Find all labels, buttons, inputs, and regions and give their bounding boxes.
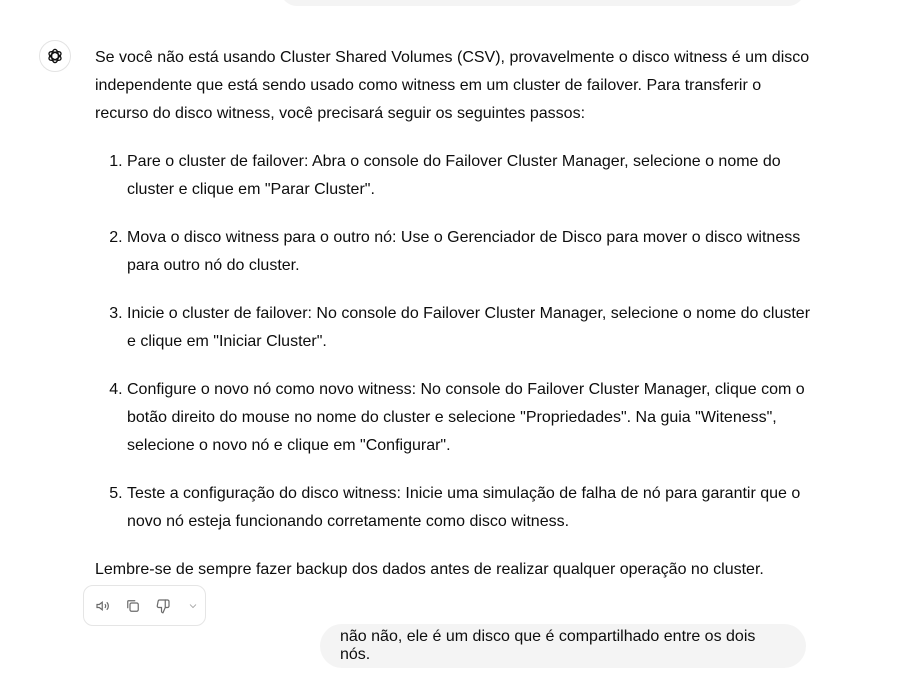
message-actions-bar <box>83 585 206 626</box>
more-actions-button[interactable] <box>183 596 203 616</box>
thumbs-down-icon <box>154 597 172 615</box>
copy-button[interactable] <box>123 596 143 616</box>
steps-list <box>95 148 815 536</box>
user-message-text: não não, ele é um disco que é compartilhado entre os dois nós. <box>340 628 756 663</box>
assistant-intro: Se você não está usando Cluster Shared Volumes (CSV), provavelmente o disco witness é um disco independente que está sendo usado como witness em um cluster de failover. Para transferir o recurso do disco witness, você precisará seguir os seguintes passos: <box>95 49 810 122</box>
copy-icon <box>124 597 142 615</box>
chevron-down-icon <box>187 600 199 612</box>
list-item: 3. Inicie o cluster de failover: No console do Failover Cluster Manager, selecione o nome do cluster e clique em "Iniciar Cluster". <box>127 300 815 356</box>
speaker-icon <box>94 597 112 615</box>
read-aloud-button[interactable] <box>93 596 113 616</box>
bad-response-button[interactable] <box>153 596 173 616</box>
list-item: 5. Teste a configuração do disco witness: Inicie uma simulação de falha de nó para garantir que o novo nó esteja funcionando corretamente como disco witness. <box>127 480 815 536</box>
openai-logo-icon <box>45 46 65 66</box>
assistant-avatar <box>39 40 71 72</box>
previous-user-message-bubble <box>280 0 805 6</box>
list-item: 4. Configure o novo nó como novo witness: No console do Failover Cluster Manager, clique com o botão direito do mouse no nome do cluster e selecione "Propriedades". Na guia "Witeness", selecione o novo nó e clique em "Configurar". <box>127 376 815 460</box>
user-message-bubble <box>320 624 806 668</box>
assistant-closing: Lembre-se de sempre fazer backup dos dados antes de realizar qualquer operação no cluster. <box>95 561 764 578</box>
list-item: 1. Pare o cluster de failover: Abra o console do Failover Cluster Manager, selecione o nome do cluster e clique em "Parar Cluster". <box>127 148 815 204</box>
assistant-message <box>95 44 815 584</box>
list-item: 2. Mova o disco witness para o outro nó: Use o Gerenciador de Disco para mover o disco witness para outro nó do cluster. <box>127 224 815 280</box>
